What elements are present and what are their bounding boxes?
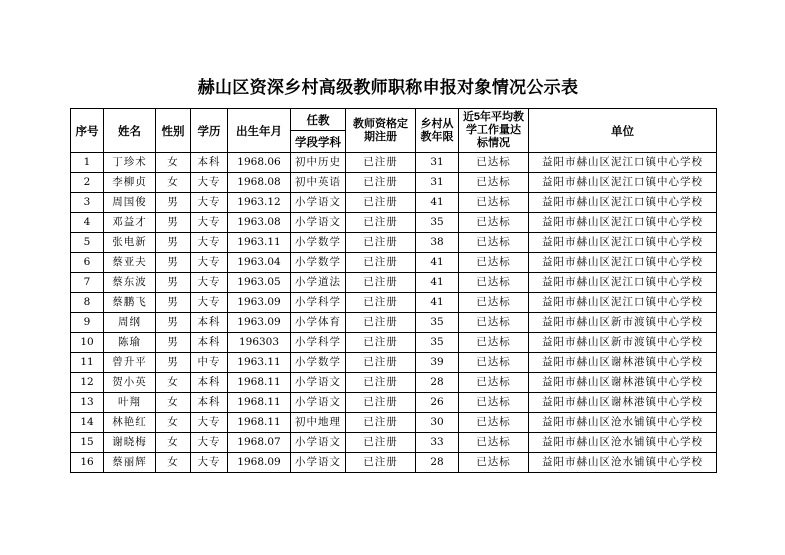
cell-gender: 女 — [156, 393, 191, 413]
cell-subject: 小学语文 — [291, 373, 346, 393]
cell-subject: 小学语文 — [291, 433, 346, 453]
cell-rural-years: 33 — [416, 433, 459, 453]
cell-birth: 1968.08 — [228, 173, 291, 193]
header-name: 姓名 — [104, 109, 156, 153]
cell-certification: 已注册 — [346, 173, 416, 193]
cell-unit: 益阳市赫山区沧水铺镇中心学校 — [529, 413, 717, 433]
cell-workload: 已达标 — [459, 433, 529, 453]
cell-index: 7 — [71, 273, 104, 293]
cell-workload: 已达标 — [459, 193, 529, 213]
header-row-top — [71, 109, 717, 131]
cell-workload: 已达标 — [459, 233, 529, 253]
cell-gender: 男 — [156, 193, 191, 213]
cell-gender: 男 — [156, 253, 191, 273]
header-workload-line: 学工作量达 — [466, 124, 521, 136]
cell-index: 9 — [71, 313, 104, 333]
cell-unit: 益阳市赫山区沧水铺镇中心学校 — [529, 453, 717, 473]
cell-unit: 益阳市赫山区新市渡镇中心学校 — [529, 313, 717, 333]
header-teaching: 任教 — [291, 109, 346, 131]
cell-education: 大专 — [191, 233, 228, 253]
header-education: 学历 — [191, 109, 228, 153]
cell-rural-years: 26 — [416, 393, 459, 413]
cell-certification: 已注册 — [346, 453, 416, 473]
cell-name: 林艳红 — [104, 413, 156, 433]
cell-unit: 益阳市赫山区泥江口镇中心学校 — [529, 233, 717, 253]
table-row — [71, 293, 717, 313]
cell-name: 蔡丽辉 — [104, 453, 156, 473]
cell-certification: 已注册 — [346, 353, 416, 373]
cell-workload: 已达标 — [459, 413, 529, 433]
cell-certification: 已注册 — [346, 233, 416, 253]
cell-birth: 1968.11 — [228, 393, 291, 413]
header-subject: 学段学科 — [291, 131, 346, 153]
cell-index: 8 — [71, 293, 104, 313]
table-row — [71, 413, 717, 433]
cell-subject: 小学语文 — [291, 453, 346, 473]
cell-rural-years: 35 — [416, 313, 459, 333]
cell-gender: 女 — [156, 373, 191, 393]
cell-birth: 1968.11 — [228, 413, 291, 433]
header-workload — [459, 109, 529, 153]
cell-name: 叶翔 — [104, 393, 156, 413]
cell-education: 大专 — [191, 453, 228, 473]
cell-unit: 益阳市赫山区谢林港镇中心学校 — [529, 353, 717, 373]
cell-birth: 1963.09 — [228, 293, 291, 313]
table-row — [71, 153, 717, 173]
cell-rural-years: 31 — [416, 173, 459, 193]
cell-name: 贺小英 — [104, 373, 156, 393]
cell-index: 6 — [71, 253, 104, 273]
cell-birth: 196303 — [228, 333, 291, 353]
table-row — [71, 373, 717, 393]
cell-education: 大专 — [191, 273, 228, 293]
cell-education: 大专 — [191, 413, 228, 433]
cell-name: 谢晓梅 — [104, 433, 156, 453]
cell-rural-years: 41 — [416, 193, 459, 213]
cell-subject: 小学语文 — [291, 393, 346, 413]
header-workload-line: 近5年平均教 — [462, 111, 525, 123]
cell-education: 本科 — [191, 333, 228, 353]
header-rural-years-line: 教年限 — [420, 130, 454, 143]
cell-workload: 已达标 — [459, 333, 529, 353]
cell-gender: 男 — [156, 333, 191, 353]
cell-subject: 小学语文 — [291, 213, 346, 233]
table-row — [71, 453, 717, 473]
cell-gender: 女 — [156, 153, 191, 173]
cell-certification: 已注册 — [346, 273, 416, 293]
cell-unit: 益阳市赫山区泥江口镇中心学校 — [529, 273, 717, 293]
cell-unit: 益阳市赫山区泥江口镇中心学校 — [529, 253, 717, 273]
header-unit: 单位 — [529, 109, 717, 153]
cell-birth: 1963.04 — [228, 253, 291, 273]
header-certification-line: 期注册 — [364, 130, 397, 143]
cell-birth: 1963.09 — [228, 313, 291, 333]
cell-certification: 已注册 — [346, 313, 416, 333]
cell-index: 10 — [71, 333, 104, 353]
cell-workload: 已达标 — [459, 153, 529, 173]
cell-unit: 益阳市赫山区泥江口镇中心学校 — [529, 173, 717, 193]
cell-rural-years: 38 — [416, 233, 459, 253]
cell-name: 蔡亚夫 — [104, 253, 156, 273]
cell-name: 曾升平 — [104, 353, 156, 373]
cell-gender: 男 — [156, 293, 191, 313]
cell-subject: 小学数学 — [291, 353, 346, 373]
header-workload-line: 标情况 — [477, 137, 510, 149]
cell-index: 11 — [71, 353, 104, 373]
cell-gender: 女 — [156, 453, 191, 473]
cell-subject: 小学道法 — [291, 273, 346, 293]
table-row — [71, 253, 717, 273]
document-title: 赫山区资深乡村高级教师职称申报对象情况公示表 — [197, 78, 579, 98]
cell-name: 陈瑜 — [104, 333, 156, 353]
table-row — [71, 233, 717, 253]
cell-workload: 已达标 — [459, 373, 529, 393]
cell-rural-years: 35 — [416, 333, 459, 353]
cell-index: 5 — [71, 233, 104, 253]
cell-workload: 已达标 — [459, 353, 529, 373]
cell-workload: 已达标 — [459, 273, 529, 293]
table-row — [71, 433, 717, 453]
cell-gender: 男 — [156, 273, 191, 293]
cell-gender: 男 — [156, 353, 191, 373]
cell-subject: 小学数学 — [291, 233, 346, 253]
cell-certification: 已注册 — [346, 193, 416, 213]
cell-certification: 已注册 — [346, 293, 416, 313]
cell-gender: 女 — [156, 413, 191, 433]
cell-index: 4 — [71, 213, 104, 233]
cell-rural-years: 41 — [416, 253, 459, 273]
cell-name: 丁珍术 — [104, 153, 156, 173]
cell-birth: 1968.07 — [228, 433, 291, 453]
cell-workload: 已达标 — [459, 253, 529, 273]
header-rural-years — [416, 109, 459, 153]
cell-certification: 已注册 — [346, 393, 416, 413]
cell-index: 14 — [71, 413, 104, 433]
header-gender: 性别 — [156, 109, 191, 153]
cell-birth: 1968.06 — [228, 153, 291, 173]
cell-index: 2 — [71, 173, 104, 193]
cell-birth: 1963.11 — [228, 233, 291, 253]
cell-name: 周国俊 — [104, 193, 156, 213]
cell-unit: 益阳市赫山区泥江口镇中心学校 — [529, 193, 717, 213]
cell-index: 1 — [71, 153, 104, 173]
cell-gender: 男 — [156, 233, 191, 253]
cell-education: 本科 — [191, 153, 228, 173]
header-certification — [346, 109, 416, 153]
header-certification-line: 教师资格定 — [353, 117, 408, 130]
cell-subject: 初中地理 — [291, 413, 346, 433]
cell-rural-years: 28 — [416, 453, 459, 473]
cell-education: 大专 — [191, 213, 228, 233]
cell-certification: 已注册 — [346, 413, 416, 433]
cell-rural-years: 41 — [416, 293, 459, 313]
cell-gender: 男 — [156, 213, 191, 233]
cell-certification: 已注册 — [346, 153, 416, 173]
cell-birth: 1963.11 — [228, 353, 291, 373]
cell-education: 中专 — [191, 353, 228, 373]
cell-index: 16 — [71, 453, 104, 473]
cell-rural-years: 30 — [416, 413, 459, 433]
cell-workload: 已达标 — [459, 313, 529, 333]
cell-index: 13 — [71, 393, 104, 413]
table-row — [71, 193, 717, 213]
cell-name: 蔡东波 — [104, 273, 156, 293]
cell-unit: 益阳市赫山区谢林港镇中心学校 — [529, 373, 717, 393]
cell-certification: 已注册 — [346, 373, 416, 393]
cell-education: 大专 — [191, 173, 228, 193]
table-body — [71, 153, 717, 473]
cell-rural-years: 28 — [416, 373, 459, 393]
cell-birth: 1963.08 — [228, 213, 291, 233]
cell-unit: 益阳市赫山区泥江口镇中心学校 — [529, 293, 717, 313]
cell-unit: 益阳市赫山区泥江口镇中心学校 — [529, 213, 717, 233]
cell-subject: 初中历史 — [291, 153, 346, 173]
cell-rural-years: 41 — [416, 273, 459, 293]
cell-certification: 已注册 — [346, 333, 416, 353]
cell-workload: 已达标 — [459, 213, 529, 233]
header-rural-years-line: 乡村从 — [420, 117, 454, 130]
table-row — [71, 213, 717, 233]
cell-education: 大专 — [191, 433, 228, 453]
table-row — [71, 353, 717, 373]
cell-index: 3 — [71, 193, 104, 213]
cell-gender: 男 — [156, 313, 191, 333]
cell-education: 本科 — [191, 313, 228, 333]
cell-subject: 小学语文 — [291, 193, 346, 213]
cell-workload: 已达标 — [459, 173, 529, 193]
cell-unit: 益阳市赫山区沧水铺镇中心学校 — [529, 433, 717, 453]
cell-subject: 小学科学 — [291, 333, 346, 353]
cell-birth: 1968.09 — [228, 453, 291, 473]
cell-certification: 已注册 — [346, 433, 416, 453]
header-birth: 出生年月 — [228, 109, 291, 153]
cell-index: 12 — [71, 373, 104, 393]
cell-name: 蔡鹏飞 — [104, 293, 156, 313]
cell-index: 15 — [71, 433, 104, 453]
cell-subject: 小学体育 — [291, 313, 346, 333]
table-row — [71, 393, 717, 413]
roster-table — [70, 108, 717, 473]
cell-workload: 已达标 — [459, 293, 529, 313]
table-row — [71, 333, 717, 353]
cell-rural-years: 39 — [416, 353, 459, 373]
cell-gender: 女 — [156, 173, 191, 193]
cell-unit: 益阳市赫山区谢林港镇中心学校 — [529, 393, 717, 413]
cell-subject: 小学科学 — [291, 293, 346, 313]
cell-name: 邓益才 — [104, 213, 156, 233]
cell-workload: 已达标 — [459, 393, 529, 413]
header-index: 序号 — [71, 109, 104, 153]
cell-birth: 1963.12 — [228, 193, 291, 213]
cell-gender: 女 — [156, 433, 191, 453]
cell-birth: 1963.05 — [228, 273, 291, 293]
cell-birth: 1968.11 — [228, 373, 291, 393]
cell-name: 张电新 — [104, 233, 156, 253]
cell-education: 本科 — [191, 393, 228, 413]
cell-education: 大专 — [191, 293, 228, 313]
cell-rural-years: 31 — [416, 153, 459, 173]
table-header — [71, 109, 717, 153]
cell-subject: 小学数学 — [291, 253, 346, 273]
cell-certification: 已注册 — [346, 213, 416, 233]
table-row — [71, 273, 717, 293]
cell-certification: 已注册 — [346, 253, 416, 273]
cell-education: 大专 — [191, 193, 228, 213]
cell-name: 周纲 — [104, 313, 156, 333]
cell-subject: 初中英语 — [291, 173, 346, 193]
cell-education: 本科 — [191, 373, 228, 393]
cell-workload: 已达标 — [459, 453, 529, 473]
cell-unit: 益阳市赫山区新市渡镇中心学校 — [529, 333, 717, 353]
cell-rural-years: 35 — [416, 213, 459, 233]
table-row — [71, 173, 717, 193]
cell-education: 大专 — [191, 253, 228, 273]
table-row — [71, 313, 717, 333]
cell-name: 李柳贞 — [104, 173, 156, 193]
cell-unit: 益阳市赫山区泥江口镇中心学校 — [529, 153, 717, 173]
